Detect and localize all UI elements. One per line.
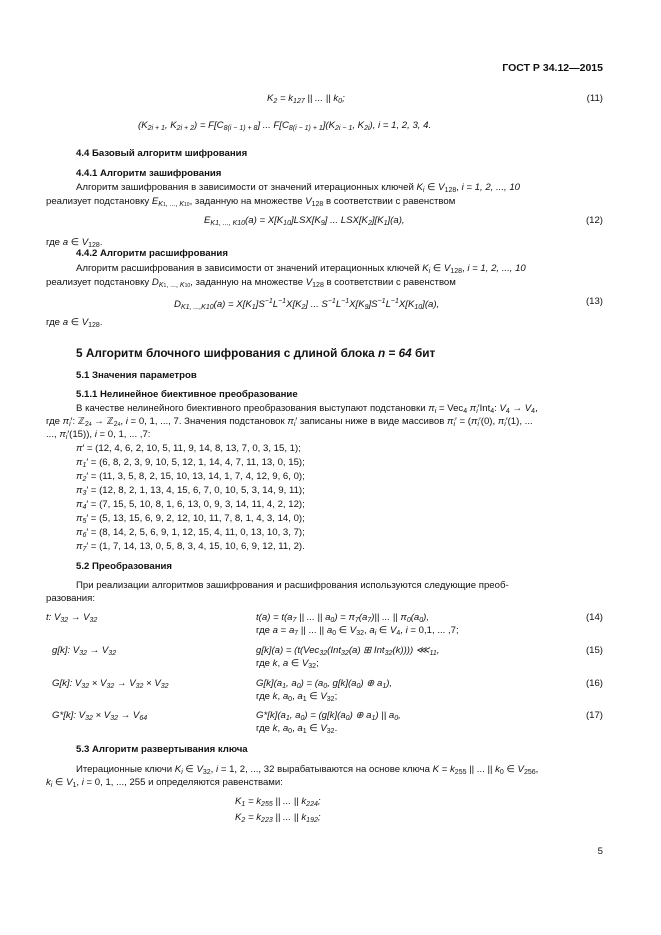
def-g-lhs: g[k]: $V_{32} \to V_{32}$ [52,645,117,657]
section-5-title: 5 Алгоритм блочного шифрования с длиной блока n = 64 бит [76,346,436,360]
def-g-rhs: g[k](a) = (t(Vec$_{32}$(Int$_{32}$(a) ⊞ Int$_{32}$(k)))) $⋘_{11}$, [256,645,440,657]
pi-3: $\pi_3' = (12$, 8, 2, 1, 13, 4, 15, 6, 7, 0, 10, 5, 3, 14, 9, 11); [76,485,305,497]
equation-number-17: (17) [585,710,603,721]
section-4-4-2-text-2: реализует подстановку $D_{K1, ..., K10}$, заданную на множестве $V_{128}$ в соответствии с равенством [46,277,456,289]
def-Gstar-lhs: G*[k]: $V_{32} \times V_{32} \to V_{64}$ [52,710,148,722]
def-t-lhs: t: $V_{32} \to V_{32}$ [46,612,98,624]
pi-7: $\pi_7' = (1$, 7, 14, 13, 0, 5, 8, 3, 4, 15, 10, 6, 9, 12, 11, 2). [76,541,305,553]
section-5-3-text-1: Итерационные ключи $K_i$ ∈ $V_{32}$, i = 1, 2, ..., 32 вырабатываются на основе ключа $K = k_{255}$ || ... || $k_0$ ∈ $V_{256}$, [76,764,539,776]
equation-number-13: (13) [585,296,603,307]
pi-5: $\pi_5' = (5$, 13, 15, 6, 9, 2, 12, 10, 11, 7, 8, 1, 4, 3, 14, 0); [76,513,305,525]
def-G-where: где k, $a_0$, $a_1$ ∈ $V_{32}$; [256,691,338,703]
equation-number-12: (12) [585,215,603,226]
def-Gstar-rhs: $G*[k](a_1$, $a_0) = (g[k](a_0)$ ⊕ $a_1$) || $a_0$, [256,710,401,722]
def-Gstar-where: где k, $a_0$, $a_1$ ∈ $V_{32}$. [256,723,338,735]
section-5-1-1-text-1: В качестве нелинейного биективного преобразования выступают подстановки $\pi_i = Vec_4$ $\pi_i'Int_4$: $V_4 \to V_4$, [76,403,538,415]
equation-K1: $K_1 = k_{255}$ || ... || $k_{224}$; [235,796,321,808]
equation-encrypt: $E_{K1, ..., K10}(a) = X[K_{10}]LSX[K_9]$ ... $LSX[K_2][K_1](a)$, [204,215,405,227]
def-G-rhs: $G[k](a_1$, $a_0) = (a_0$, $g[k](a_0)$ ⊕ $a_1$), [256,678,393,690]
equation-k2: $K_2 = k_{127}$ || ... || $k_0$; [267,93,345,105]
section-4-4-2-title: 4.4.2 Алгоритм расшифрования [76,248,228,259]
section-5-2-text-1: При реализации алгоритмов зашифрования и расшифрования используются следующие преоб- [76,580,509,591]
section-5-1-title: 5.1 Значения параметров [76,370,197,381]
section-4-4-1-title: 4.4.1 Алгоритм зашифрования [76,168,222,179]
section-5-2-text-2: разования: [46,593,96,604]
section-5-3-text-2: $k_i$ ∈ $V_1$, i = 0, 1, ..., 255 и определяются равенствами: [46,777,283,789]
equation-number-16: (16) [585,678,603,689]
def-t-where: где $a = a_7$ || ... || $a_0$ ∈ $V_{32}$, $a_i$ ∈ $V_4$, i = 0,1, ... ,7; [256,625,459,637]
equation-decrypt: $D_{K1, ...,K10}(a) = X[K_1]S^{-1}L^{-1}X[K_2]$ ... $S^{-1}L^{-1}X[K_9]S^{-1}L^{-1}X[K_{10}](a)$, [174,298,440,311]
pi-2: $\pi_2' = (11$, 3, 5, 8, 2, 15, 10, 13, 14, 1, 7, 4, 12, 9, 6, 0); [76,471,305,483]
equation-K2-new: $K_2 = k_{223}$ || ... || $k_{192}$; [235,812,321,824]
section-5-1-1-title: 5.1.1 Нелинейное биективное преобразование [76,389,298,400]
equation-number-15: (15) [585,645,603,656]
section-5-1-1-text-3: ..., $\pi_i'(15)$), i = 0, 1, ... ,7: [46,429,151,441]
equation-number-14: (14) [585,612,603,623]
section-4-4-2-text-1: Алгоритм расшифрования в зависимости от значений итерационных ключей $K_i$ ∈ $V_{128}$, i = 1, 2, ..., 10 [76,263,526,275]
equation-number-11: (11) [586,93,603,104]
section-4-4-1-text-1: Алгоритм зашифрования в зависимости от значений итерационных ключей $K_i$ ∈ $V_{128}$, i = 1, 2, ..., 10 [76,182,521,194]
section-4-4-1-text-2: реализует подстановку $E_{K1, ..., K10}$, заданную на множестве $V_{128}$ в соответствии с равенством [46,196,456,208]
pi-0: π′ = (12, 4, 6, 2, 10, 5, 11, 9, 14, 8, 13, 7, 0, 3, 15, 1); [76,443,301,454]
section-4-4-title: 4.4 Базовый алгоритм шифрования [76,148,248,159]
def-G-lhs: G[k]: $V_{32} \times V_{32} \to V_{32} \times V_{32}$ [52,678,169,690]
section-5-1-1-text-2: где $\pi_i'$: ℤ$_{24}$ → ℤ$_{24}$, i = 0, 1, ..., 7. Значения подстановок $\pi_i'$ записаны ниже в виде массивов $\pi_i' = (\pi_i'(0)$, $\pi_i'(1)$, ... [46,416,533,428]
section-5-2-title: 5.2 Преобразования [76,561,172,572]
page-number: 5 [597,846,603,857]
pi-6: $\pi_6' = (8$, 14, 2, 5, 6, 9, 1, 12, 15, 4, 11, 0, 13, 10, 3, 7); [76,527,305,539]
section-5-3-title: 5.3 Алгоритм развертывания ключа [76,744,248,755]
pi-1: $\pi_1' = (6$, 8, 2, 3, 9, 10, 5, 12, 1, 14, 4, 7, 11, 13, 0, 15); [76,457,305,469]
where-a-2: где a ∈ $V_{128}$. [46,317,103,329]
equation-key-schedule: ($K_{2i + 1}$, $K_{2i + 2}) = F[C_{8(i - 1) + 8}]$ ... $F[C_{8(i - 1) + 1}](K_{2i - 1}$, $K_{2i}$), i = 1, 2, 3, 4. [138,120,432,132]
document-standard-header: ГОСТ Р 34.12—2015 [502,62,603,74]
def-g-where: где k, a ∈ $V_{32}$; [256,658,319,670]
where-a-1: где a ∈ $V_{128}$. [46,237,103,249]
pi-4: $\pi_4' = (7$, 15, 5, 10, 8, 1, 6, 13, 0, 9, 3, 14, 11, 4, 2, 12); [76,499,305,511]
def-t-rhs: $t(a) = t(a_7$ || ... || $a_0) = \pi_7(a_7)||$ ... || $\pi_0(a_0)$, [256,612,430,624]
